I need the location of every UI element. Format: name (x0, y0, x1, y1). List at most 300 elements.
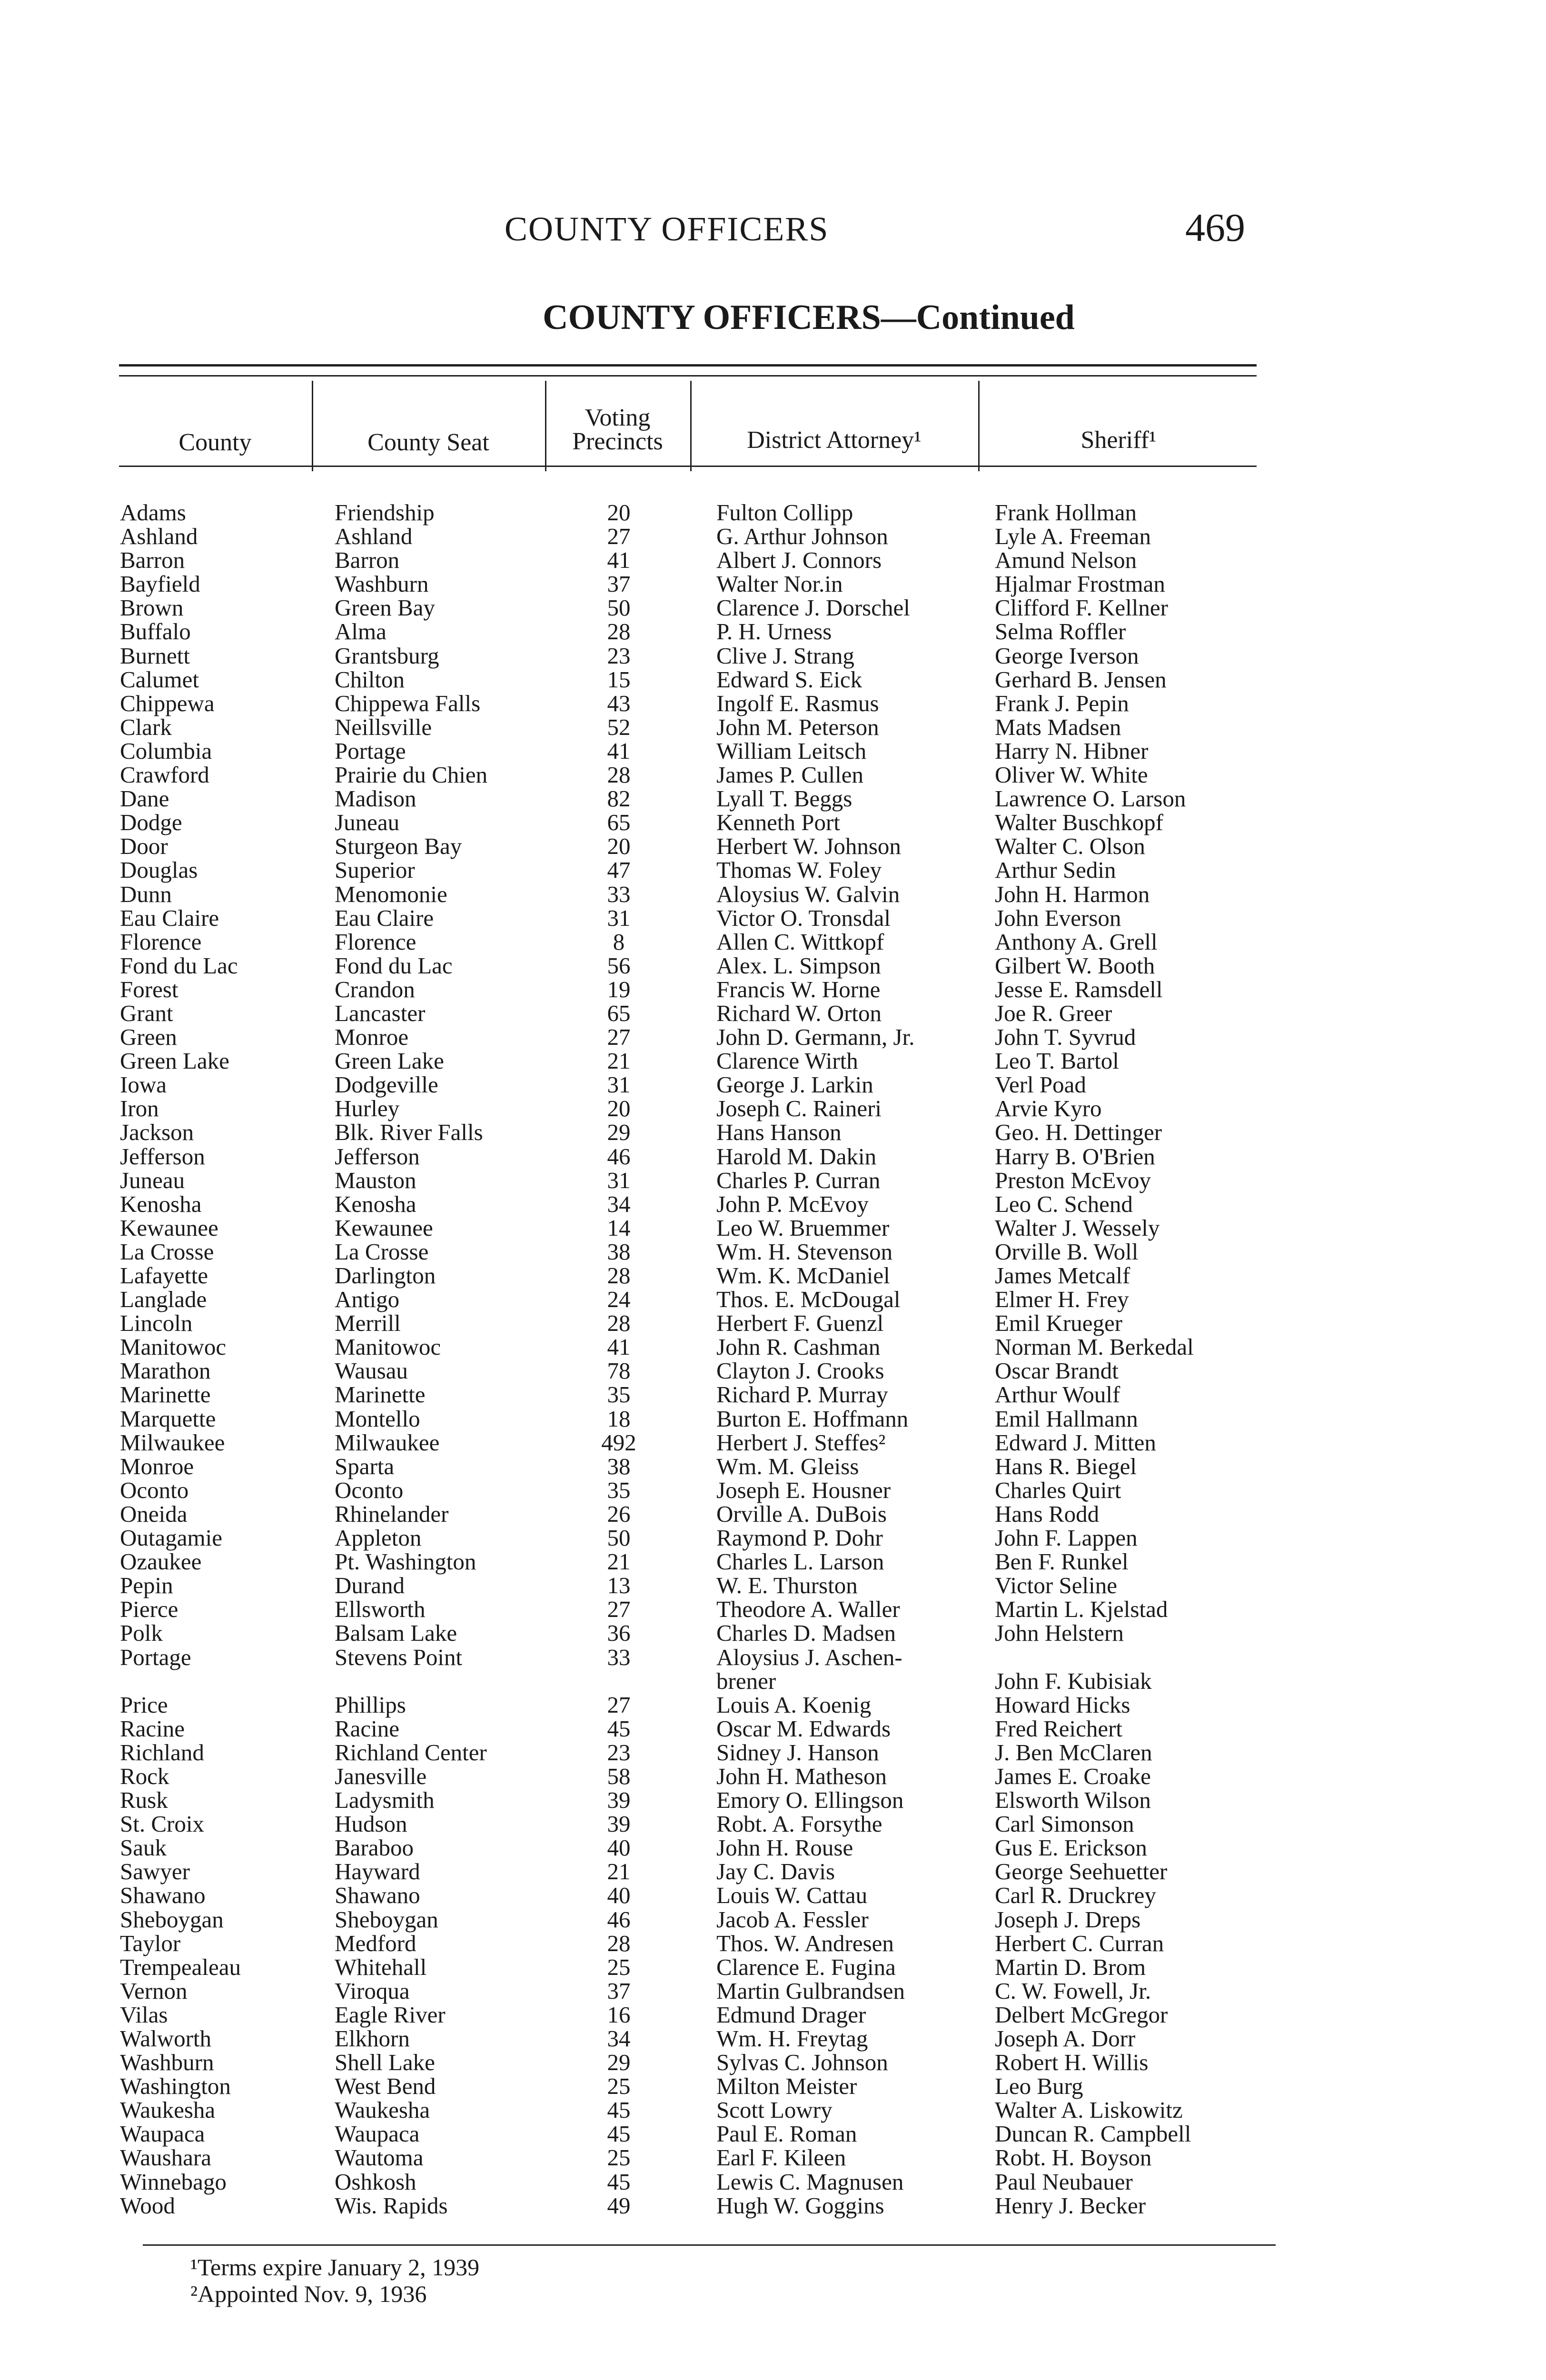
voting-precincts-cell: 20 (607, 499, 631, 526)
county-seat-cell: Balsam Lake (335, 1620, 457, 1646)
sheriff-cell: Geo. H. Dettinger (995, 1119, 1162, 1146)
county-seat-cell: Viroqua (335, 1977, 410, 2004)
table-row (0, 2194, 1546, 2218)
voting-precincts-cell: 29 (607, 1119, 631, 1146)
table-row (0, 1431, 1546, 1455)
sheriff-cell: J. Ben McClaren (995, 1739, 1152, 1765)
voting-precincts-cell: 82 (607, 785, 631, 812)
county-seat-cell: Friendship (335, 499, 435, 526)
county-cell: Sawyer (120, 1858, 190, 1885)
district-attorney-cell: Charles D. Madsen (716, 1620, 896, 1646)
voting-precincts-cell: 13 (607, 1572, 631, 1599)
header-precincts: Precincts (572, 428, 663, 455)
county-seat-cell: Rhinelander (335, 1500, 449, 1527)
sheriff-cell: George Iverson (995, 642, 1139, 669)
county-cell: Iowa (120, 1071, 167, 1098)
county-seat-cell: Chippewa Falls (335, 690, 481, 716)
sheriff-cell: John F. Lappen (995, 1525, 1138, 1551)
sheriff-cell: Gilbert W. Booth (995, 952, 1155, 979)
county-cell: Washington (120, 2073, 231, 2100)
table-row (0, 2027, 1546, 2051)
running-head (0, 205, 1546, 262)
district-attorney-cell: John R. Cashman (716, 1334, 881, 1360)
column-divider (545, 381, 546, 471)
voting-precincts-cell: 20 (607, 833, 631, 860)
county-cell: Price (120, 1691, 168, 1718)
county-cell: Pepin (120, 1572, 173, 1599)
county-cell: Fond du Lac (120, 952, 238, 979)
voting-precincts-cell: 28 (607, 618, 631, 645)
voting-precincts-cell: 23 (607, 642, 631, 669)
district-attorney-cell: Clarence Wirth (716, 1048, 858, 1074)
voting-precincts-cell: 34 (607, 1190, 631, 1217)
county-cell: Vernon (120, 1977, 188, 2004)
county-cell: Adams (120, 499, 186, 526)
voting-precincts-cell: 46 (607, 1143, 631, 1170)
county-cell: Brown (120, 595, 184, 621)
voting-precincts-cell: 50 (607, 1525, 631, 1551)
county-seat-cell: Madison (335, 785, 416, 812)
county-cell: Rusk (120, 1787, 168, 1814)
voting-precincts-cell: 45 (607, 2168, 631, 2195)
voting-precincts-cell: 29 (607, 2049, 631, 2076)
sheriff-cell: Arthur Woulf (995, 1381, 1120, 1408)
voting-precincts-cell: 45 (607, 2097, 631, 2123)
voting-precincts-cell: 33 (607, 881, 631, 907)
sheriff-cell: Elmer H. Frey (995, 1286, 1129, 1313)
county-seat-cell: Wautoma (335, 2144, 424, 2171)
county-cell: Pierce (120, 1596, 178, 1623)
header-rule (119, 466, 1257, 467)
voting-precincts-cell: 27 (607, 1691, 631, 1718)
district-attorney-cell: Albert J. Connors (716, 547, 882, 574)
sheriff-cell: Robert H. Willis (995, 2049, 1149, 2076)
county-cell: La Crosse (120, 1238, 214, 1265)
county-seat-cell: Green Lake (335, 1048, 444, 1074)
district-attorney-cell: Orville A. DuBois (716, 1500, 887, 1527)
header-voting: Voting (585, 404, 651, 431)
header-district-attorney: District Attorney¹ (747, 426, 922, 454)
voting-precincts-cell: 31 (607, 1167, 631, 1193)
voting-precincts-cell: 41 (607, 547, 631, 574)
county-cell: Iron (120, 1095, 159, 1122)
voting-precincts-cell: 28 (607, 1930, 631, 1956)
table-row (0, 1860, 1546, 1884)
table-row (0, 1621, 1546, 1645)
county-cell: Sheboygan (120, 1906, 224, 1933)
sheriff-cell: Walter Buschkopf (995, 809, 1163, 836)
table-row (0, 1145, 1546, 1169)
footnote-1: ¹Terms expire January 2, 1939 (190, 2254, 480, 2281)
sheriff-cell: Oliver W. White (995, 762, 1148, 788)
county-seat-cell: Fond du Lac (335, 952, 453, 979)
column-divider (690, 381, 692, 471)
county-seat-cell: Racine (335, 1715, 400, 1742)
table-row (0, 2003, 1546, 2027)
county-seat-cell: Washburn (335, 571, 429, 597)
district-attorney-cell: Kenneth Port (716, 809, 840, 836)
county-seat-cell: Shawano (335, 1882, 420, 1909)
county-seat-cell: Sparta (335, 1453, 395, 1479)
sheriff-cell: Walter A. Liskowitz (995, 2097, 1183, 2123)
header-sheriff: Sheriff¹ (1080, 426, 1157, 454)
voting-precincts-cell: 21 (607, 1048, 631, 1074)
sheriff-cell: Gerhard B. Jensen (995, 666, 1167, 693)
sheriff-cell: Amund Nelson (995, 547, 1137, 574)
table-row (0, 834, 1546, 858)
county-seat-cell: Grantsburg (335, 642, 439, 669)
sheriff-cell: Duncan R. Campbell (995, 2121, 1191, 2147)
table-title: COUNTY OFFICERS—Continued (543, 298, 1075, 337)
district-attorney-cell: Edmund Drager (716, 2001, 866, 2028)
county-seat-cell: Elkhorn (335, 2025, 410, 2052)
sheriff-cell: C. W. Fowell, Jr. (995, 1977, 1151, 2004)
county-cell: Jackson (120, 1119, 194, 1146)
sheriff-cell: John Everson (995, 904, 1121, 931)
county-cell: Taylor (120, 1930, 181, 1956)
county-seat-cell: Chilton (335, 666, 405, 693)
district-attorney-cell: Clayton J. Crooks (716, 1358, 884, 1384)
county-cell: Eau Claire (120, 904, 219, 931)
sheriff-cell: Joe R. Greer (995, 1000, 1112, 1026)
voting-precincts-cell: 36 (607, 1620, 631, 1646)
district-attorney-cell: George J. Larkin (716, 1071, 873, 1098)
table-row (0, 1693, 1546, 1717)
district-attorney-cell: Milton Meister (716, 2073, 857, 2100)
sheriff-cell: Ben F. Runkel (995, 1548, 1129, 1575)
table-row (0, 1455, 1546, 1478)
sheriff-cell: John T. Syvrud (995, 1024, 1136, 1051)
voting-precincts-cell: 20 (607, 1095, 631, 1122)
table-row (0, 1502, 1546, 1526)
district-attorney-cell: Richard P. Murray (716, 1381, 888, 1408)
county-seat-cell: Hurley (335, 1095, 400, 1122)
voting-precincts-cell: 27 (607, 1024, 631, 1051)
district-attorney-cell: Allen C. Wittkopf (716, 928, 884, 955)
voting-precincts-cell: 52 (607, 714, 631, 740)
district-attorney-cell: Joseph E. Housner (716, 1477, 891, 1503)
county-cell: Florence (120, 928, 202, 955)
voting-precincts-cell: 18 (607, 1405, 631, 1432)
sheriff-cell: Leo T. Bartol (995, 1048, 1119, 1074)
running-head-title: COUNTY OFFICERS (505, 210, 829, 248)
voting-precincts-cell: 46 (607, 1906, 631, 1933)
district-attorney-cell: Thos. E. McDougal (716, 1286, 901, 1313)
county-cell: Marquette (120, 1405, 216, 1432)
county-cell: Marinette (120, 1381, 211, 1408)
voting-precincts-cell: 78 (607, 1358, 631, 1384)
county-seat-cell: Marinette (335, 1381, 426, 1408)
sheriff-cell: Jesse E. Ramsdell (995, 976, 1163, 1002)
district-attorney-cell: Clarence J. Dorschel (716, 595, 910, 621)
sheriff-cell: Charles Quirt (995, 1477, 1121, 1503)
table-row (0, 1049, 1546, 1073)
county-seat-cell: Lancaster (335, 1000, 426, 1026)
table-body (0, 501, 1546, 2218)
voting-precincts-cell: 47 (607, 857, 631, 883)
district-attorney-cell: Thomas W. Foley (716, 857, 882, 883)
county-cell: Dodge (120, 809, 182, 836)
county-cell: Lincoln (120, 1310, 193, 1337)
county-seat-cell: Kenosha (335, 1190, 416, 1217)
sheriff-cell: Henry J. Becker (995, 2192, 1146, 2219)
table-row (0, 1192, 1546, 1216)
sheriff-cell: Frank Hollman (995, 499, 1137, 526)
county-cell: Racine (120, 1715, 185, 1742)
county-seat-cell: Ellsworth (335, 1596, 426, 1623)
county-cell: Green (120, 1024, 177, 1051)
sheriff-cell: Edward J. Mitten (995, 1429, 1156, 1456)
county-cell: Wood (120, 2192, 175, 2219)
district-attorney-cell: Lyall T. Beggs (716, 785, 852, 812)
sheriff-cell: Hans R. Biegel (995, 1453, 1137, 1479)
district-attorney-cell: Jay C. Davis (716, 1858, 835, 1885)
footnotes (190, 2254, 479, 2307)
county-seat-cell: Wis. Rapids (335, 2192, 448, 2219)
county-seat-cell: Shell Lake (335, 2049, 435, 2076)
footnote-2: ²Appointed Nov. 9, 1936 (190, 2281, 427, 2307)
voting-precincts-cell: 37 (607, 1977, 631, 2004)
county-seat-cell: Manitowoc (335, 1334, 441, 1360)
voting-precincts-cell: 25 (607, 2144, 631, 2171)
district-attorney-cell: Joseph C. Raineri (716, 1095, 882, 1122)
table-row (0, 715, 1546, 739)
sheriff-cell: Howard Hicks (995, 1691, 1130, 1718)
voting-precincts-cell: 25 (607, 2073, 631, 2100)
district-attorney-cell: Hugh W. Goggins (716, 2192, 884, 2219)
voting-precincts-cell: 31 (607, 1071, 631, 1098)
district-attorney-cell: Edward S. Eick (716, 666, 862, 693)
county-seat-cell: Whitehall (335, 1954, 427, 1980)
table-row (0, 548, 1546, 572)
sheriff-cell: Martin D. Brom (995, 1954, 1146, 1980)
county-cell: Manitowoc (120, 1334, 227, 1360)
table-row (0, 620, 1546, 644)
district-attorney-cell: William Leitsch (716, 737, 867, 764)
county-seat-cell: Monroe (335, 1024, 409, 1051)
sheriff-cell: Mats Madsen (995, 714, 1121, 740)
voting-precincts-cell: 56 (607, 952, 631, 979)
bottom-rule (143, 2244, 1276, 2246)
district-attorney-cell: John H. Rouse (716, 1835, 853, 1861)
district-attorney-cell: Alex. L. Simpson (716, 952, 881, 979)
voting-precincts-cell: 65 (607, 1000, 631, 1026)
county-seat-cell: Hudson (335, 1811, 407, 1837)
county-cell: Calumet (120, 666, 199, 693)
table-row (0, 2098, 1546, 2122)
county-seat-cell: Richland Center (335, 1739, 487, 1765)
county-seat-cell: West Bend (335, 2073, 436, 2100)
county-cell: Jefferson (120, 1143, 205, 1170)
county-cell: Green Lake (120, 1048, 229, 1074)
sheriff-cell: Joseph A. Dorr (995, 2025, 1136, 2052)
table-row (0, 1002, 1546, 1025)
header-county: County (178, 429, 252, 456)
district-attorney-cell: Victor O. Tronsdal (716, 904, 891, 931)
table-row (0, 763, 1546, 787)
county-cell: Washburn (120, 2049, 214, 2076)
county-cell: Forest (120, 976, 178, 1002)
county-seat-cell: Florence (335, 928, 416, 955)
sheriff-cell: Leo Burg (995, 2073, 1083, 2100)
sheriff-cell: Carl R. Druckrey (995, 1882, 1156, 1909)
sheriff-cell: John F. Kubisiak (995, 1667, 1152, 1694)
sheriff-cell: Hjalmar Frostman (995, 571, 1165, 597)
sheriff-cell: Leo C. Schend (995, 1190, 1133, 1217)
county-cell: Dane (120, 785, 169, 812)
district-attorney-cell: Raymond P. Dohr (716, 1525, 883, 1551)
sheriff-cell: Delbert McGregor (995, 2001, 1168, 2028)
voting-precincts-cell: 27 (607, 523, 631, 550)
sheriff-cell: Gus E. Erickson (995, 1835, 1147, 1861)
county-cell: Richland (120, 1739, 204, 1765)
district-attorney-cell: Clive J. Strang (716, 642, 854, 669)
county-cell: Buffalo (120, 618, 191, 645)
county-seat-cell: Barron (335, 547, 400, 574)
county-seat-cell: Waupaca (335, 2121, 420, 2147)
district-attorney-cell: Sylvas C. Johnson (716, 2049, 888, 2076)
table-row (0, 1383, 1546, 1407)
sheriff-cell: Norman M. Berkedal (995, 1334, 1194, 1360)
district-attorney-cell: Earl F. Kileen (716, 2144, 846, 2171)
header-county-seat: County Seat (367, 429, 489, 456)
county-cell: Columbia (120, 737, 212, 764)
table-row (0, 1121, 1546, 1144)
district-attorney-cell: James P. Cullen (716, 762, 863, 788)
county-cell: St. Croix (120, 1811, 204, 1837)
county-seat-cell: La Crosse (335, 1238, 429, 1265)
table-row (0, 501, 1546, 525)
voting-precincts-cell: 28 (607, 762, 631, 788)
table-row (0, 1788, 1546, 1812)
sheriff-cell: James Metcalf (995, 1262, 1130, 1289)
county-cell: Kenosha (120, 1190, 202, 1217)
table-row (0, 1597, 1546, 1621)
county-cell: Trempealeau (120, 1954, 241, 1980)
county-cell: Monroe (120, 1453, 194, 1479)
sheriff-cell: Arvie Kyro (995, 1095, 1102, 1122)
county-seat-cell: Ladysmith (335, 1787, 435, 1814)
district-attorney-cell: Sidney J. Hanson (716, 1739, 879, 1765)
county-seat-cell: Green Bay (335, 595, 435, 621)
sheriff-cell: John Helstern (995, 1620, 1124, 1646)
sheriff-cell: Arthur Sedin (995, 857, 1116, 883)
table-row (0, 668, 1546, 692)
county-seat-cell: Phillips (335, 1691, 406, 1718)
column-divider (978, 381, 980, 471)
table-row (0, 1765, 1546, 1788)
county-cell: Dunn (120, 881, 172, 907)
county-seat-cell: Appleton (335, 1525, 422, 1551)
district-attorney-cell: Robt. A. Forsythe (716, 1811, 882, 1837)
sheriff-cell: Elsworth Wilson (995, 1787, 1151, 1814)
county-seat-cell: Eagle River (335, 2001, 446, 2028)
table-row (0, 1073, 1546, 1097)
county-cell: Door (120, 833, 168, 860)
table-row (0, 2170, 1546, 2194)
sheriff-cell: Preston McEvoy (995, 1167, 1151, 1193)
district-attorney-cell: Aloysius W. Galvin (716, 881, 900, 907)
district-attorney-cell: Herbert J. Steffes² (716, 1429, 886, 1456)
table-row (0, 1311, 1546, 1335)
county-cell: Waukesha (120, 2097, 216, 2123)
table-row (0, 1359, 1546, 1383)
district-attorney-cell: Jacob A. Fessler (716, 1906, 869, 1933)
district-attorney-cell: Theodore A. Waller (716, 1596, 900, 1623)
table-row (0, 1646, 1546, 1669)
county-cell: Juneau (120, 1167, 185, 1193)
county-cell: Outagamie (120, 1525, 222, 1551)
voting-precincts-cell: 28 (607, 1262, 631, 1289)
county-seat-cell: Juneau (335, 809, 400, 836)
sheriff-cell: Lyle A. Freeman (995, 523, 1151, 550)
county-cell: Sauk (120, 1835, 167, 1861)
table-row (0, 596, 1546, 620)
table-row (0, 1407, 1546, 1431)
county-seat-cell: Stevens Point (335, 1644, 463, 1670)
county-seat-cell: Ashland (335, 523, 413, 550)
table-row (0, 1955, 1546, 1979)
voting-precincts-cell: 58 (607, 1763, 631, 1789)
sheriff-cell: Clifford F. Kellner (995, 595, 1168, 621)
sheriff-cell: Hans Rodd (995, 1500, 1100, 1527)
page-number: 469 (1185, 206, 1245, 250)
voting-precincts-cell: 40 (607, 1835, 631, 1861)
county-cell: Oneida (120, 1500, 188, 1527)
district-attorney-cell: Wm. K. McDaniel (716, 1262, 890, 1289)
county-seat-cell: Mauston (335, 1167, 416, 1193)
table-row (0, 1169, 1546, 1192)
sheriff-cell: Victor Seline (995, 1572, 1117, 1599)
table-row (0, 1025, 1546, 1049)
top-rule-thick (119, 364, 1257, 367)
table-row (0, 1908, 1546, 1932)
sheriff-cell: Walter C. Olson (995, 833, 1145, 860)
table-row (0, 2122, 1546, 2146)
county-cell: Oconto (120, 1477, 189, 1503)
district-attorney-cell: brener (716, 1667, 776, 1694)
county-cell: Kewaunee (120, 1214, 218, 1241)
district-attorney-cell: Harold M. Dakin (716, 1143, 877, 1170)
district-attorney-cell: Louis W. Cattau (716, 1882, 868, 1909)
table-row (0, 1884, 1546, 1907)
voting-precincts-cell: 492 (601, 1429, 636, 1456)
table-row (0, 978, 1546, 1002)
sheriff-cell: Emil Krueger (995, 1310, 1123, 1337)
sheriff-cell: Harry N. Hibner (995, 737, 1149, 764)
voting-precincts-cell: 38 (607, 1453, 631, 1479)
district-attorney-cell: Scott Lowry (716, 2097, 832, 2123)
sheriff-cell: Anthony A. Grell (995, 928, 1158, 955)
district-attorney-cell: Herbert F. Guenzl (716, 1310, 884, 1337)
table-row (0, 930, 1546, 954)
county-seat-cell: Merrill (335, 1310, 401, 1337)
county-cell: Barron (120, 547, 185, 574)
voting-precincts-cell: 33 (607, 1644, 631, 1670)
county-cell: Shawano (120, 1882, 206, 1909)
county-cell: Lafayette (120, 1262, 208, 1289)
voting-precincts-cell: 45 (607, 2121, 631, 2147)
sheriff-cell: Martin L. Kjelstad (995, 1596, 1168, 1623)
table-row (0, 525, 1546, 548)
voting-precincts-cell: 15 (607, 666, 631, 693)
sheriff-cell: John H. Harmon (995, 881, 1150, 907)
county-seat-cell: Oshkosh (335, 2168, 416, 2195)
table-row (0, 644, 1546, 668)
sheriff-cell: Herbert C. Curran (995, 1930, 1164, 1956)
table-row (0, 1741, 1546, 1765)
table-row (0, 1478, 1546, 1502)
